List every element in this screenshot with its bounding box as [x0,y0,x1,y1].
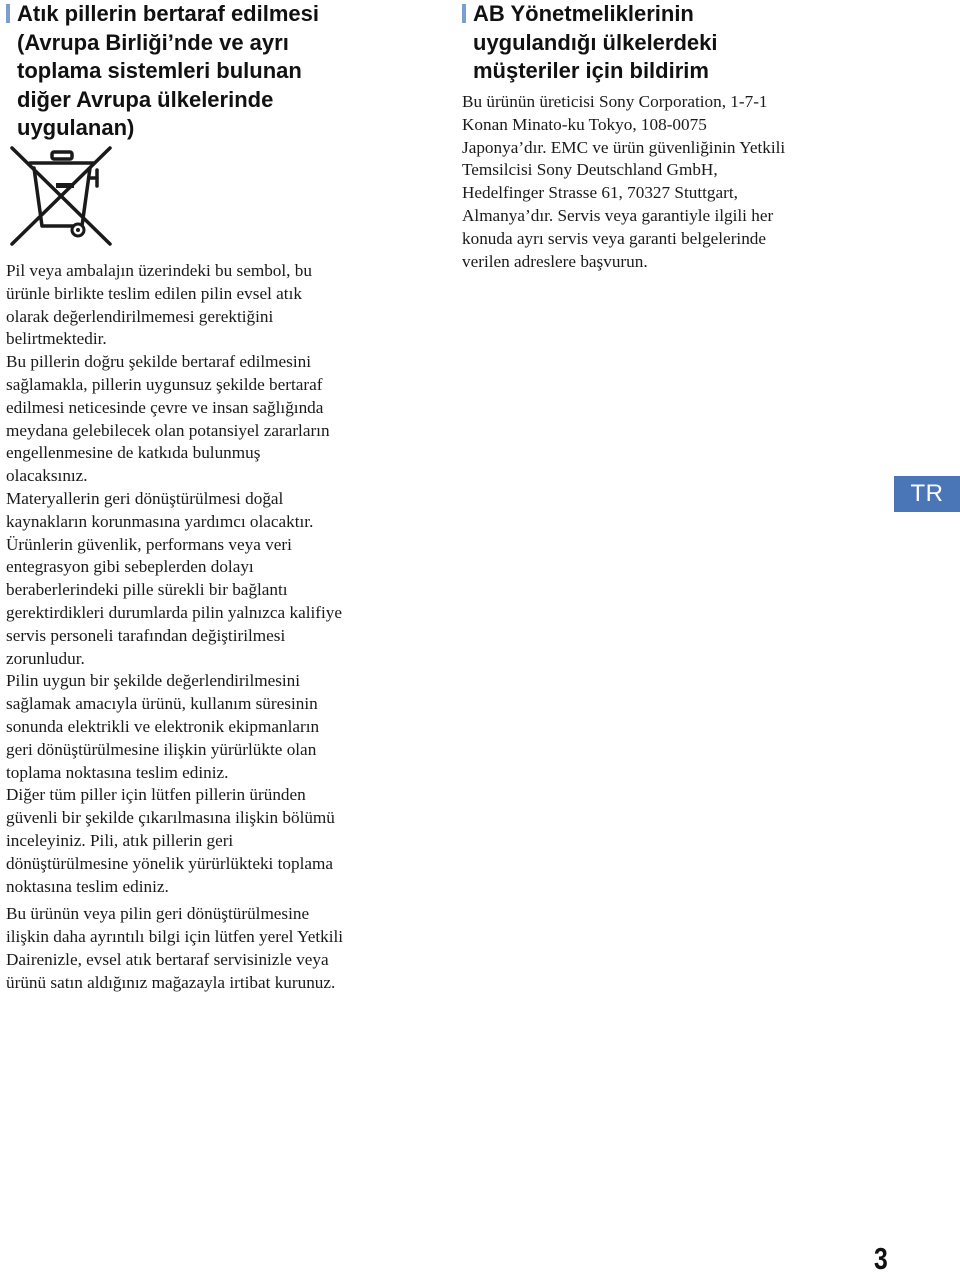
right-body [462,91,785,273]
paragraph-symbol-meaning: Pil veya ambalajın üzerindeki bu sembol, bu ürünle birlikte teslim edilen pilin evsel atık olarak değerlendirilmemesi gerektiğini belirtmektedir. [6,261,312,349]
left-body [6,260,343,995]
paragraph-proper-disposal: Bu pillerin doğru şekilde bertaraf edilmesini sağlamakla, pillerin uygunsuz şekilde bertaraf edilmesi neticesinde çevre ve insan sağlığında meydana gelebilecek olan potansiyel zararların engellenmesine de katkıda bulunmuş olacaksınız. [6,352,330,486]
paragraph-qualified-personnel: Ürünlerin güvenlik, performans veya veri entegrasyon gibi sebeplerden dolayı beraberlerindeki pille sürekli bir bağlantı gerektirdikleri durumlarda pilin yalnızca kalifiye servis personeli tarafından değiştirilmesi zorunludur. [6,534,342,668]
heading-line: toplama sistemleri bulunan [17,58,302,84]
heading-line: diğer Avrupa ülkelerinde [17,86,274,112]
right-column [462,0,892,271]
paragraph-more-info: Bu ürünün veya pilin geri dönüştürülmesine ilişkin daha ayrıntılı bilgi için lütfen yerel Yetkili Dairenizle, evsel atık bertaraf servisinizle veya ürünü satın aldığınız mağazayla irtibat kurunuz. [6,904,344,992]
heading-line: (Avrupa Birliği’nde ve ayrı [17,29,289,55]
paragraph-end-of-life: Pilin uygun bir şekilde değerlendirilmesini sağlamak amacıyla ürünü, kullanım süresinin sonunda elektrikli ve elektronik ekipmanların geri dönüştürülmesine ilişkin yürürlükte olan toplama noktasına teslim ediniz. [6,671,320,782]
heading-line: müşteriler için bildirim [473,58,709,84]
left-column [6,0,418,992]
battery-disposal-heading [6,0,418,143]
heading-line: AB Yönetmeliklerinin [473,1,694,26]
heading-accent-bar [462,4,466,23]
heading-line: uygulandığı ülkelerdeki [473,29,718,55]
paragraph-manufacturer: Bu ürünün üreticisi Sony Corporation, 1-7-1 Konan Minato-ku Tokyo, 108-0075 Japonya’dır. EMC ve ürün güvenliğinin Yetkili Temsilcisi Sony Deutschland GmbH, Hedelfinger Strasse 61, 70327 Stuttgart, Almanya’dır. Servis veya garantiyle ilgili her konuda ayrı servis veya garanti belgelerinde verilen adreslere başvurun. [462,92,786,271]
language-tab: TR [894,476,960,512]
heading-accent-bar [6,4,10,23]
page-number: 3 [874,1241,888,1276]
paragraph-other-batteries: Diğer tüm piller için lütfen pillerin üründen güvenli bir şekilde çıkarılmasına ilişkin bölümü inceleyiniz. Pili, atık pillerin geri dönüştürülmesine yönelik yürürlükteki toplama noktasına teslim ediniz. [6,785,335,896]
eu-notice-heading [462,0,892,86]
heading-line: Atık pillerin bertaraf edilmesi [17,1,319,26]
heading-line: uygulanan) [17,115,135,141]
paragraph-recycling: Materyallerin geri dönüştürülmesi doğal kaynakların korunmasına yardımcı olacaktır. [6,488,314,531]
crossed-out-wheeled-bin-icon [6,144,118,248]
